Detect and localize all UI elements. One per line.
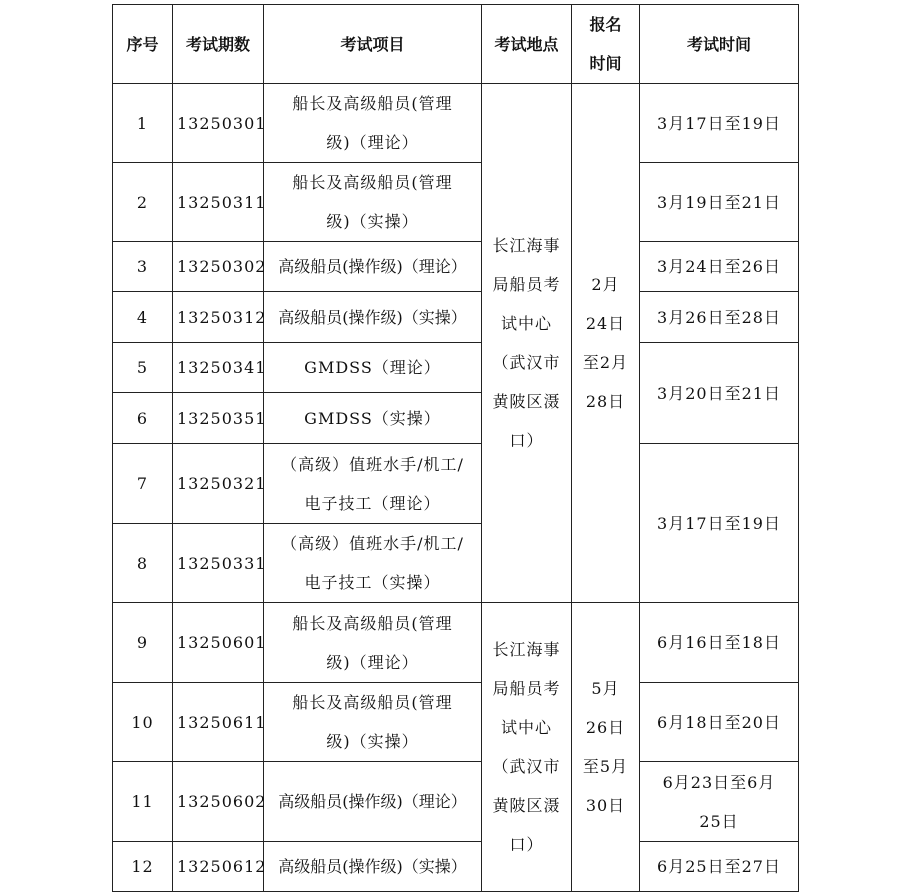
cell-seq: 10: [113, 683, 173, 762]
cell-registration: 5月26日至5月30日: [572, 603, 640, 892]
cell-period: 13250612: [173, 842, 264, 892]
cell-project: 船长及高级船员(管理级)（实操）: [264, 683, 482, 762]
table-row: [113, 842, 799, 892]
cell-seq: 4: [113, 292, 173, 343]
cell-exam-time: 3月26日至28日: [640, 292, 799, 343]
cell-exam-time: 3月20日至21日: [640, 343, 799, 444]
cell-exam-time: 6月23日至6月25日: [640, 762, 799, 842]
cell-project: 船长及高级船员(管理级)（理论）: [264, 84, 482, 163]
header-period: 考试期数: [173, 5, 264, 84]
cell-project: 高级船员(操作级)（实操）: [264, 292, 482, 343]
cell-exam-time: 3月17日至19日: [640, 444, 799, 603]
cell-project: 高级船员(操作级)（理论）: [264, 762, 482, 842]
cell-project: 船长及高级船员(管理级)（实操）: [264, 163, 482, 242]
cell-seq: 5: [113, 343, 173, 393]
cell-exam-time: 3月19日至21日: [640, 163, 799, 242]
cell-period: 13250351: [173, 393, 264, 444]
cell-seq: 8: [113, 524, 173, 603]
cell-period: 13250601: [173, 603, 264, 683]
table-row: [113, 444, 799, 524]
cell-seq: 9: [113, 603, 173, 683]
cell-seq: 1: [113, 84, 173, 163]
table-row: [113, 242, 799, 292]
cell-location: 长江海事局船员考试中心（武汉市黄陂区滠口）: [482, 84, 572, 603]
cell-exam-time: 6月18日至20日: [640, 683, 799, 762]
table-row: [113, 603, 799, 683]
cell-period: 13250341: [173, 343, 264, 393]
header-location: 考试地点: [482, 5, 572, 84]
cell-seq: 2: [113, 163, 173, 242]
cell-exam-time: 6月16日至18日: [640, 603, 799, 683]
cell-seq: 12: [113, 842, 173, 892]
cell-project: 高级船员(操作级)（实操）: [264, 842, 482, 892]
cell-period: 13250611: [173, 683, 264, 762]
cell-period: 13250312: [173, 292, 264, 343]
cell-exam-time: 3月17日至19日: [640, 84, 799, 163]
header-row: [113, 5, 799, 84]
cell-exam-time: 3月24日至26日: [640, 242, 799, 292]
cell-location: 长江海事局船员考试中心（武汉市黄陂区滠口）: [482, 603, 572, 892]
header-seq: 序号: [113, 5, 173, 84]
cell-exam-time: 6月25日至27日: [640, 842, 799, 892]
table-row: [113, 163, 799, 242]
table-row: [113, 84, 799, 163]
header-registration: 报名时间: [572, 5, 640, 84]
cell-project: （高级）值班水手/机工/电子技工（理论）: [264, 444, 482, 524]
cell-period: 13250331: [173, 524, 264, 603]
cell-project: （高级）值班水手/机工/电子技工（实操）: [264, 524, 482, 603]
table-row: [113, 343, 799, 393]
cell-project: GMDSS（实操）: [264, 393, 482, 444]
cell-registration: 2月24日至2月28日: [572, 84, 640, 603]
exam-schedule-table: [112, 4, 799, 892]
table-row: [113, 292, 799, 343]
cell-seq: 11: [113, 762, 173, 842]
cell-seq: 6: [113, 393, 173, 444]
cell-period: 13250602: [173, 762, 264, 842]
cell-project: 高级船员(操作级)（理论）: [264, 242, 482, 292]
cell-period: 13250311: [173, 163, 264, 242]
cell-project: GMDSS（理论）: [264, 343, 482, 393]
cell-period: 13250302: [173, 242, 264, 292]
cell-project: 船长及高级船员(管理级)（理论）: [264, 603, 482, 683]
header-exam-time: 考试时间: [640, 5, 799, 84]
table-row: [113, 762, 799, 842]
table-row: [113, 683, 799, 762]
cell-seq: 7: [113, 444, 173, 524]
cell-period: 13250321: [173, 444, 264, 524]
header-project: 考试项目: [264, 5, 482, 84]
cell-period: 13250301: [173, 84, 264, 163]
cell-seq: 3: [113, 242, 173, 292]
